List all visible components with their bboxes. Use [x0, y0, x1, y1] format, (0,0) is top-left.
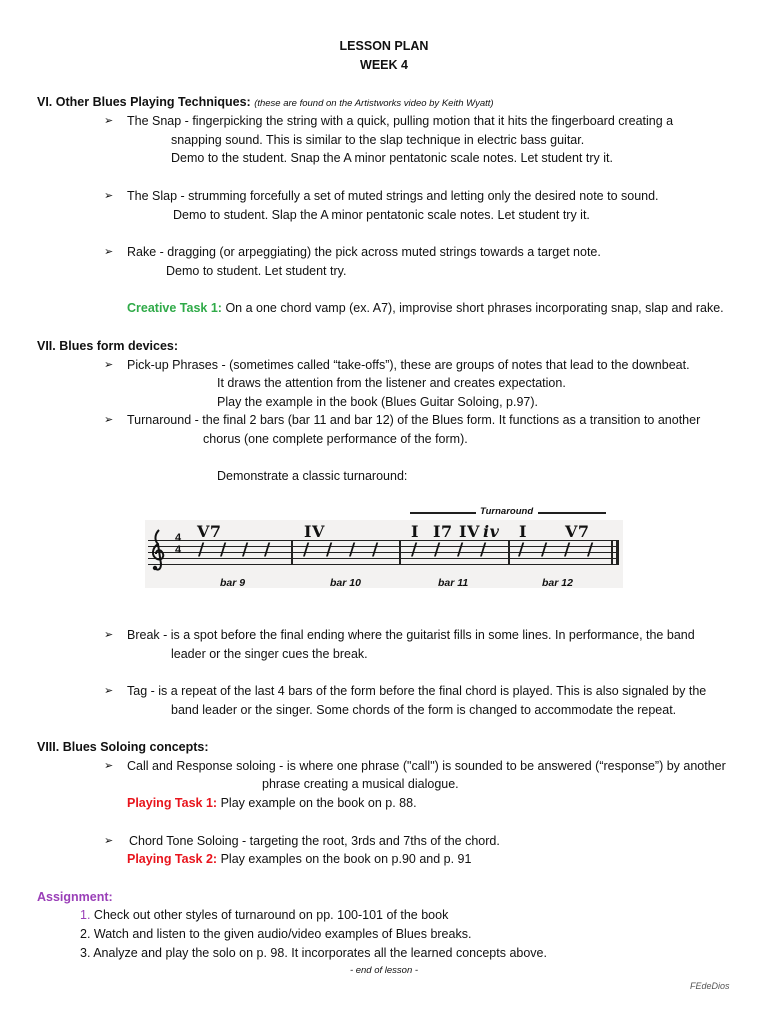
- slash-mark: /: [349, 540, 356, 560]
- slash-mark: /: [198, 540, 205, 560]
- bracket-line-right: [538, 512, 606, 514]
- assignment-item-2: 2. Watch and listen to the given audio/video examples of Blues breaks.: [80, 927, 472, 941]
- slash-mark: /: [457, 540, 464, 560]
- bullet-icon: ➢: [104, 414, 114, 426]
- bullet-icon: ➢: [104, 760, 114, 772]
- call-line-1: Call and Response soloing - is where one phrase ("call") is sounded to be answered (“response”) by another: [127, 759, 726, 773]
- playing-task-1-text: Play example on the book on p. 88.: [220, 796, 417, 810]
- snap-line-2: snapping sound. This is similar to the slap technique in electric bass guitar.: [171, 133, 585, 147]
- section-8-heading: VIII. Blues Soloing concepts:: [37, 740, 209, 754]
- bar-number: bar 12: [542, 577, 573, 589]
- rake-line-1: Rake - dragging (or arpeggiating) the pick across muted strings towards a target note.: [127, 245, 601, 259]
- turnaround-line-2: chorus (one complete performance of the form).: [203, 432, 468, 446]
- bullet-icon: ➢: [104, 685, 114, 697]
- chord-symbol: I: [519, 522, 527, 541]
- chord-symbol: I: [411, 522, 419, 541]
- section-6-title: VI. Other Blues Playing Techniques:: [37, 95, 251, 109]
- slap-line-1: The Slap - strumming forcefully a set of muted strings and letting only the desired note to sound.: [127, 189, 659, 203]
- call-line-2: phrase creating a musical dialogue.: [262, 777, 459, 791]
- break-line-2: leader or the singer cues the break.: [171, 647, 368, 661]
- chord-symbol: IV: [459, 522, 480, 541]
- lesson-title: LESSON PLAN: [339, 39, 429, 53]
- tag-line-2: band leader or the singer. Some chords of the form is changed to accommodate the repeat.: [171, 703, 677, 717]
- section-6-note: (these are found on the Artistworks video by Keith Wyatt): [254, 98, 494, 109]
- treble-clef-icon: [148, 528, 170, 576]
- bar-line: [508, 540, 510, 565]
- section-7-heading: VII. Blues form devices:: [37, 339, 179, 353]
- pickup-line-3: Play the example in the book (Blues Guitar Soloing, p.97).: [217, 395, 539, 409]
- staff-line: [148, 546, 618, 547]
- time-signature-bottom: 4: [175, 544, 182, 556]
- bar-number: bar 10: [330, 577, 361, 589]
- playing-task-1: [127, 794, 417, 813]
- chord-symbol: IV: [304, 522, 325, 541]
- bullet-icon: ➢: [104, 359, 114, 371]
- chord-symbol: V7: [565, 522, 590, 541]
- slash-mark: /: [434, 540, 441, 560]
- chord-symbol: V7: [197, 522, 222, 541]
- turnaround-line-3: Demonstrate a classic turnaround:: [217, 469, 408, 483]
- slash-mark: /: [541, 540, 548, 560]
- bracket-label: Turnaround: [480, 506, 534, 517]
- creative-task-label: Creative Task 1:: [127, 301, 222, 315]
- assignment-heading: Assignment:: [37, 890, 113, 904]
- slash-mark: /: [411, 540, 418, 560]
- slash-mark: /: [242, 540, 249, 560]
- assignment-item-1-text: Check out other styles of turnaround on pp. 100-101 of the book: [93, 908, 449, 922]
- slap-line-2: Demo to student. Slap the A minor pentatonic scale notes. Let student try it.: [173, 208, 590, 222]
- bar-number: bar 9: [220, 577, 246, 589]
- chord-tone-line: Chord Tone Soloing - targeting the root, 3rds and 7ths of the chord.: [129, 834, 500, 848]
- slash-mark: /: [326, 540, 333, 560]
- pickup-line-2: It draws the attention from the listener and creates expectation.: [217, 376, 566, 390]
- snap-line-3: Demo to the student. Snap the A minor pentatonic scale notes. Let student try it.: [171, 151, 613, 165]
- assignment-item-1: [80, 906, 448, 925]
- bullet-icon: ➢: [104, 246, 114, 258]
- turnaround-line-1: Turnaround - the final 2 bars (bar 11 and bar 12) of the Blues form. It functions as a transition to another: [127, 413, 701, 427]
- bar-line: [399, 540, 401, 565]
- bar-line: [291, 540, 293, 565]
- slash-mark: /: [372, 540, 379, 560]
- slash-mark: /: [587, 540, 594, 560]
- pickup-line-1: Pick-up Phrases - (sometimes called “take-offs”), these are groups of notes that lead to the downbeat.: [127, 358, 690, 372]
- week-label: WEEK 4: [360, 58, 408, 72]
- playing-task-2-label: Playing Task 2:: [127, 852, 218, 866]
- slash-mark: /: [564, 540, 571, 560]
- playing-task-2-text: Play examples on the book on p.90 and p. 91: [220, 852, 472, 866]
- section-6-heading: [37, 93, 494, 114]
- bullet-icon: ➢: [104, 629, 114, 641]
- final-bar-line: [616, 540, 619, 565]
- rake-line-2: Demo to student. Let student try.: [166, 264, 347, 278]
- slash-mark: /: [303, 540, 310, 560]
- chord-symbol: I7: [433, 522, 453, 541]
- time-signature-top: 4: [175, 532, 182, 544]
- bullet-icon: ➢: [104, 190, 114, 202]
- staff-line: [148, 552, 618, 553]
- bullet-icon: ➢: [104, 115, 114, 127]
- tag-line-1: Tag - is a repeat of the last 4 bars of the form before the final chord is played. This is also signaled by the: [127, 684, 707, 698]
- playing-task-1-label: Playing Task 1:: [127, 796, 218, 810]
- slash-mark: /: [480, 540, 487, 560]
- bar-number: bar 11: [438, 577, 469, 589]
- end-of-lesson: - end of lesson -: [349, 965, 419, 976]
- assignment-item-1-number: 1.: [80, 908, 91, 922]
- bracket-line-left: [410, 512, 476, 514]
- signature: FEdeDios: [690, 981, 730, 991]
- slash-mark: /: [518, 540, 525, 560]
- staff-line: [148, 558, 618, 559]
- chord-symbol: iv: [483, 522, 500, 541]
- bar-line: [611, 540, 613, 565]
- creative-task: [127, 299, 724, 318]
- assignment-item-3: 3. Analyze and play the solo on p. 98. It incorporates all the learned concepts above.: [80, 946, 547, 960]
- bullet-icon: ➢: [104, 835, 114, 847]
- snap-line-1: The Snap - fingerpicking the string with a quick, pulling motion that it hits the fingerboard creating a: [127, 114, 674, 128]
- creative-task-text: On a one chord vamp (ex. A7), improvise short phrases incorporating snap, slap and rake.: [225, 301, 724, 315]
- playing-task-2: [127, 850, 471, 869]
- break-line-1: Break - is a spot before the final ending where the guitarist fills in some lines. In performance, the band: [127, 628, 695, 642]
- staff-line: [148, 564, 618, 565]
- slash-mark: /: [264, 540, 271, 560]
- slash-mark: /: [220, 540, 227, 560]
